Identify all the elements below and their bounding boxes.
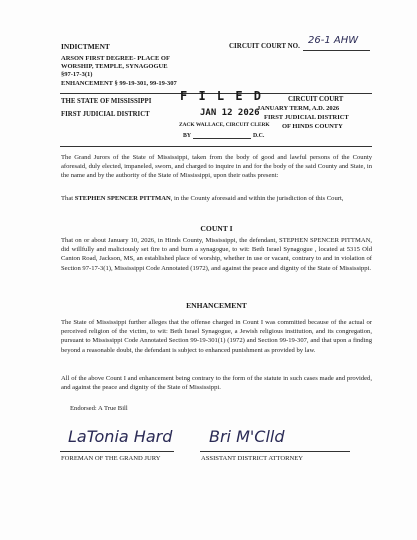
charge-line: §97-17-3(1): [61, 71, 93, 79]
county-caption: OF HINDS COUNTY: [282, 123, 343, 130]
foreman-title: FOREMAN OF THE GRAND JURY: [61, 455, 161, 462]
that-prefix: That: [61, 195, 75, 202]
defendant-paragraph: [61, 194, 372, 203]
ada-title: ASSISTANT DISTRICT ATTORNEY: [201, 455, 304, 462]
count-paragraph: That on or about January 10, 2026, in Hinds County, Mississippi, the defendant, STEPHEN SPENCER PITTMAN, did willfully and maliciously set fire to and burn a synagogue, to wit: Beth Israel Synagogue , located at 5315 Old Canton Road, Jackson, MS, an established place of worship, whether in use or vacant, contrary to and in violation of Section 97-17-3(1), Mississippi Code Annotated (1972), and against the peace and dignity of the State of Mississippi.: [61, 237, 372, 272]
enhancement-paragraph: The State of Mississippi further alleges that the offense charged in Count I was committed because of the actual or perceived religion of the victim, to wit: Beth Israel Synagogue, a Jewish religious institution, and its congregation, pursuant to Mississippi Code Annotated Section 99-19-301(1) (1972) and Section 99-19-307, and that upon a finding beyond a reasonable doubt, the defendant is subject to enhanced punishment as provided by law.: [61, 319, 372, 354]
ada-signature: Bri M'Clld: [209, 427, 285, 446]
term-caption: JANUARY TERM, A.D. 2026: [257, 105, 340, 112]
caption-bottom-rule: [60, 146, 372, 147]
charge-line: ARSON FIRST DEGREE- PLACE OF: [61, 55, 170, 62]
state-caption: THE STATE OF MISSISSIPPI: [61, 98, 152, 105]
court-number-underline: [303, 50, 370, 51]
defendant-name: STEPHEN SPENCER PITTMAN: [74, 195, 171, 202]
foreman-signature-line: [60, 451, 174, 452]
district-left: FIRST JUDICIAL DISTRICT: [61, 111, 150, 118]
filed-date: JAN 12 2026: [200, 108, 260, 118]
court-caption: CIRCUIT COURT: [288, 96, 344, 103]
endorsement: Endorsed: A True Bill: [70, 405, 128, 412]
count-heading: COUNT I: [200, 224, 233, 233]
charge-block: [61, 55, 281, 88]
charge-line: WORSHIP, TEMPLE, SYNAGOGUE: [61, 63, 168, 71]
dc-label: D.C.: [253, 133, 265, 139]
clerk-name: ZACK WALLACE, CIRCUIT CLERK: [179, 122, 270, 128]
document-title: INDICTMENT: [61, 42, 110, 51]
intro-paragraph: The Grand Jurors of the State of Mississippi, taken from the body of good and lawful persons of the County aforesaid, duly elected, impaneled, sworn, and charged to inquire in and for the body of the said County and State, in the name and by the authority of the State of Mississippi, upon their oaths present:: [61, 154, 372, 180]
court-number-value: 26-1 AHW: [308, 35, 359, 46]
foreman-signature: LaTonia Hard: [68, 427, 173, 446]
charge-line: ENHANCEMENT § 99-19-301, 99-19-307: [61, 79, 177, 87]
district-right: FIRST JUDICIAL DISTRICT: [264, 114, 349, 121]
court-number-label: CIRCUIT COURT NO.: [229, 42, 300, 50]
enhancement-heading: ENHANCEMENT: [186, 301, 247, 310]
that-suffix: , in the County aforesaid and within the jurisdiction of this Court,: [170, 195, 344, 202]
filed-stamp: F I L E D: [180, 89, 264, 103]
by-label: BY: [183, 133, 192, 139]
ada-signature-line: [200, 451, 350, 452]
closing-paragraph: All of the above Count I and enhancement being contrary to the form of the statute in such cases made and provided, and against the peace and dignity of the State of Mississippi.: [61, 375, 372, 392]
deputy-clerk-line: [193, 138, 251, 139]
